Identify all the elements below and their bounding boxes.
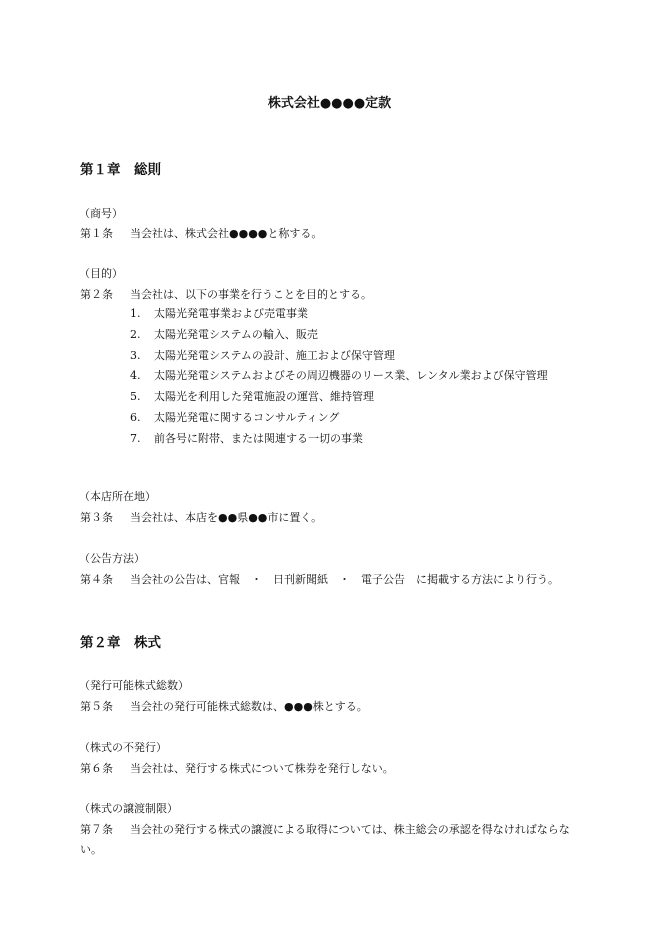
article-6-number: 第６条: [80, 762, 113, 775]
list-item-marker: 3.: [130, 348, 141, 362]
article-3-text: 当会社は、本店を●●県●●市に置く。: [130, 511, 323, 524]
article-4-number: 第４条: [80, 573, 113, 586]
article-4-caption: （公告方法）: [79, 552, 145, 565]
article-5: [80, 697, 580, 717]
list-item-text: 太陽光発電事業および売電事業: [154, 307, 308, 320]
article-4: [80, 570, 580, 590]
list-item: [130, 346, 580, 366]
list-item: [130, 325, 580, 345]
article-6-caption: （株式の不発行）: [79, 741, 167, 754]
list-item-marker: 4.: [130, 369, 141, 383]
list-item-text: 太陽光発電システムの輸入、販売: [154, 327, 318, 341]
article-3-caption: （本店所在地）: [79, 490, 156, 503]
chapter-2-heading: 第２章 株式: [80, 635, 161, 651]
list-item: [130, 304, 580, 324]
list-item: [130, 387, 580, 407]
list-item-text: 太陽光発電に関するコンサルティング: [154, 410, 340, 424]
article-1: [80, 224, 580, 244]
list-item: [130, 429, 580, 449]
article-2: [80, 285, 580, 305]
article-3-number: 第３条: [80, 511, 113, 524]
list-item-marker: 6.: [130, 410, 141, 424]
article-5-caption: （発行可能株式総数）: [79, 679, 189, 692]
article-7-number: 第７条: [80, 823, 113, 836]
list-item-marker: 2.: [130, 327, 141, 341]
list-item-marker: 1.: [130, 307, 141, 320]
article-5-number: 第５条: [80, 700, 113, 713]
article-2-number: 第２条: [80, 288, 113, 301]
article-7: [80, 820, 580, 860]
list-item: [130, 408, 580, 428]
article-6-text: 当会社は、発行する株式について株券を発行しない。: [130, 762, 394, 775]
article-2-caption: （目的）: [79, 267, 123, 280]
article-1-number: 第１条: [80, 227, 113, 240]
article-5-text: 当会社の発行可能株式総数は、●●●株とする。: [130, 700, 368, 713]
article-2-text: 当会社は、以下の事業を行うことを目的とする。: [130, 288, 372, 301]
article-1-text: 当会社は、株式会社●●●●と称する。: [130, 227, 323, 240]
list-item-text: 前各号に附帯、または関連する一切の事業: [154, 431, 363, 445]
list-item-text: 太陽光発電システムの設計、施工および保守管理: [154, 348, 395, 362]
list-item-text: 太陽光を利用した発電施設の運営、維持管理: [154, 390, 374, 404]
list-item-text: 太陽光発電システムおよびその周辺機器のリース業、レンタル業および保守管理: [154, 369, 548, 383]
list-item-marker: 5.: [130, 390, 141, 404]
list-item: [130, 366, 580, 386]
article-7-text: 当会社の発行する株式の譲渡による取得については、株主総会の承認を得なければならない。: [80, 823, 570, 856]
list-item-marker: 7.: [130, 431, 141, 445]
chapter-1-heading: 第１章 総則: [80, 162, 161, 178]
article-4-text: 当会社の公告は、官報 ・ 日刊新聞紙 ・ 電子公告 に掲載する方法により行う。: [130, 573, 559, 586]
article-3: [80, 508, 580, 528]
document-title: 株式会社●●●●定款: [267, 96, 392, 111]
article-7-caption: （株式の譲渡制限）: [79, 802, 178, 815]
purpose-list: [130, 304, 580, 450]
article-6: [80, 759, 580, 779]
article-1-caption: （商号）: [79, 207, 123, 220]
